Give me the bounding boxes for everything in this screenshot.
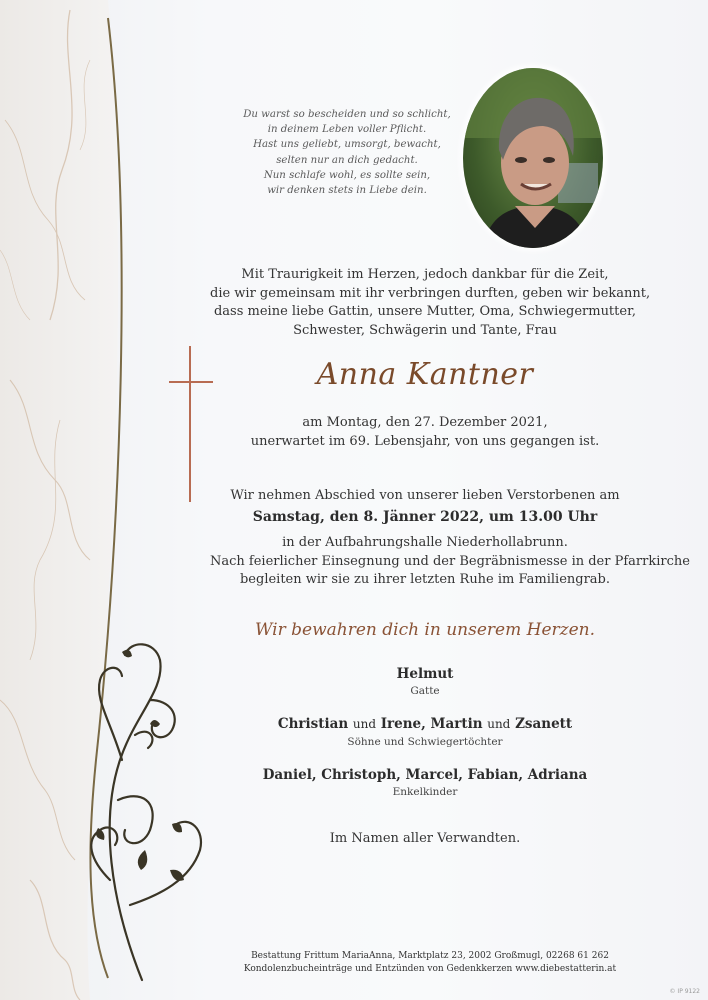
farewell-intro: Wir nehmen Abschied von unserer lieben Verstorbenen am [230,488,620,503]
family-names-children [210,716,640,732]
intro-line: Mit Traurigkeit im Herzen, jedoch dankbar für die Zeit, [241,267,609,282]
closing-line: Im Namen aller Verwandten. [329,831,521,846]
poem-line: Hast uns geliebt, umsorgt, bewacht, [253,139,441,151]
portrait-photo [463,68,603,248]
farewell-line: begleiten wir sie zu ihrer letzten Ruhe im Familiengrab. [239,572,610,588]
death-info [210,414,640,451]
cross-vertical-bar [189,346,191,502]
footer-address: Bestattung Frittum MariaAnna, Marktplatz 23, 2002 Großmugl, 02268 61 262 [251,951,609,961]
intro-line: die wir gemeinsam mit ihr verbringen durften, geben wir bekannt, [210,285,651,301]
family-names-grandchildren: Daniel, Christoph, Marcel, Fabian, Adriana [262,767,588,783]
intro-line: Schwester, Schwägerin und Tante, Frau [293,322,557,338]
poem-line: in deinem Leben voller Pflicht. [267,124,427,136]
child-name: Irene, Martin [380,716,483,732]
family-role-children: Söhne und Schwiegertöchter [347,736,503,748]
conjunction: und [352,717,376,731]
child-name: Christian [277,716,349,732]
document-code: © IP 9122 [669,988,700,995]
cross-horizontal-bar [169,381,213,383]
family-role-spouse: Gatte [410,685,440,697]
motto: Wir bewahren dich in unserem Herzen. [254,620,596,640]
child-name: Zsanett [515,716,573,732]
farewell-details [210,534,690,590]
conjunction: und [487,717,511,731]
death-info-line: am Montag, den 27. Dezember 2021, [302,415,548,430]
intro-line: dass meine liebe Gattin, unsere Mutter, Oma, Schwiegermutter, [213,304,636,320]
poem-line: wir denken stets in Liebe dein. [267,185,427,197]
family-name-spouse: Helmut [396,666,454,682]
poem-line: Nun schlafe wohl, es sollte sein, [263,169,431,181]
poem-line: selten nur an dich gedacht. [276,154,418,166]
farewell-line: Nach feierlicher Einsegnung und der Begräbnismesse in der Pfarrkirche [210,553,690,569]
family-role-grandchildren: Enkelkinder [392,786,458,798]
farewell-line: in der Aufbahrungshalle Niederhollabrunn. [282,535,568,550]
footer [150,950,708,976]
death-info-line: unerwartet im 69. Lebensjahr, von uns gegangen ist. [250,433,600,449]
footer-website: Kondolenzbucheinträge und Entzünden von Gedenkkerzen www.diebestatterin.at [243,964,617,974]
poem-block [232,107,462,198]
farewell-date: Samstag, den 8. Jänner 2022, um 13.00 Uhr [252,509,598,525]
intro-paragraph [210,266,651,340]
poem-line: Du warst so bescheiden und so schlicht, [243,109,451,120]
deceased-name: Anna Kantner [316,357,534,392]
